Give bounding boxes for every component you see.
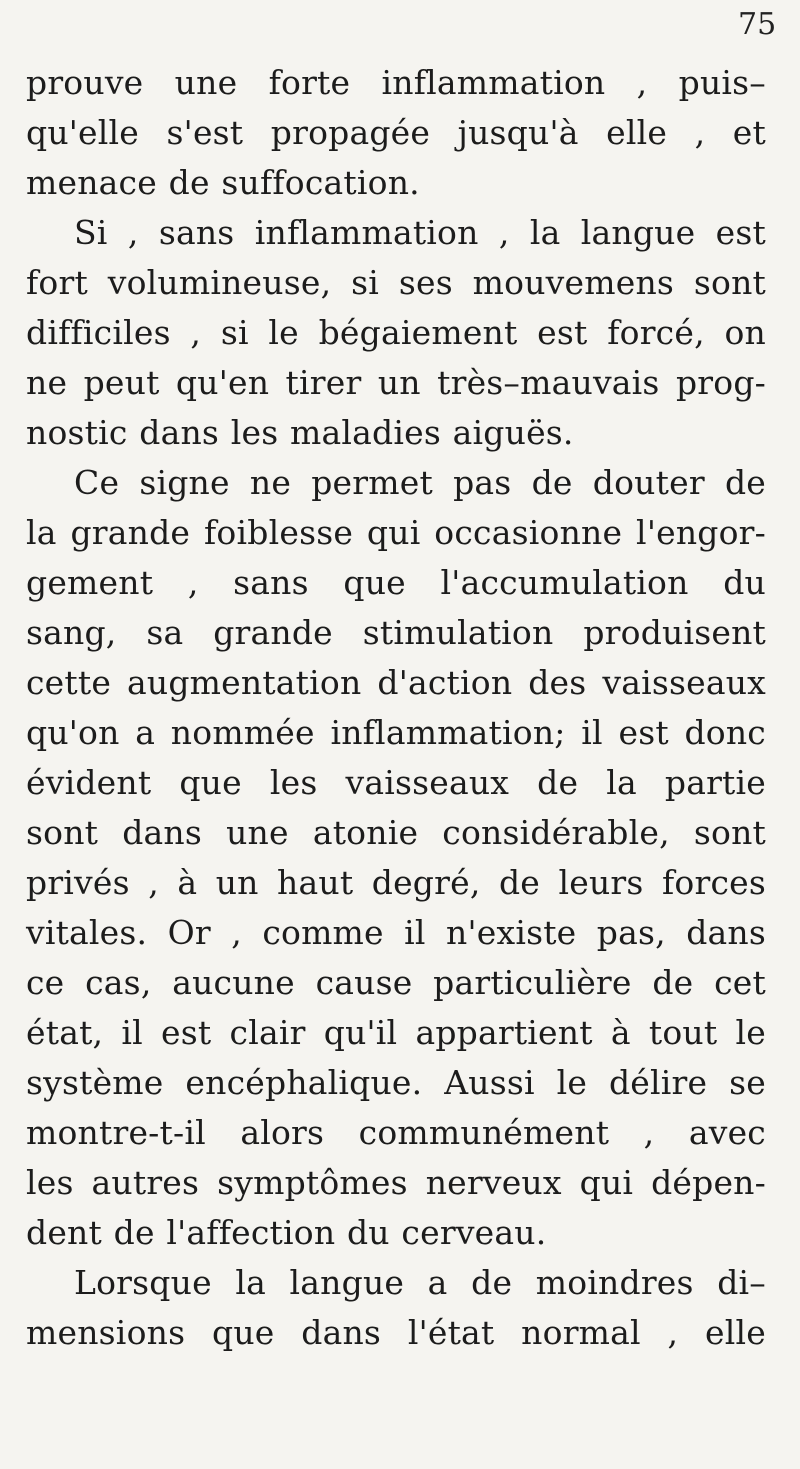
text-line: difficiles , si le bégaiement est forcé, on	[26, 313, 766, 352]
text-line: dent de l'affection du cerveau.	[26, 1213, 547, 1252]
text-line: système encéphalique. Aussi le délire se	[26, 1063, 766, 1102]
text-line: qu'elle s'est propagée jusqu'à elle , et	[26, 113, 766, 152]
text-line: nostic dans les maladies aiguës.	[26, 413, 574, 452]
text-line: qu'on a nommée inflammation; il est donc	[26, 713, 766, 752]
text-line: prouve une forte inflammation , puis–	[26, 63, 766, 102]
text-line: Ce signe ne permet pas de douter de	[74, 463, 766, 502]
text-line: état, il est clair qu'il appartient à tout le	[26, 1013, 766, 1052]
text-line: mensions que dans l'état normal , elle	[26, 1313, 766, 1352]
text-line: sont dans une atonie considérable, sont	[26, 813, 766, 852]
text-line: la grande foiblesse qui occasionne l'engor-	[26, 513, 766, 552]
text-line: ne peut qu'en tirer un très–mauvais prog-	[26, 363, 766, 402]
text-line: sang, sa grande stimulation produisent	[26, 613, 766, 652]
text-line: vitales. Or , comme il n'existe pas, dans	[26, 913, 766, 952]
text-line: les autres symptômes nerveux qui dépen-	[26, 1163, 766, 1202]
text-line: Si , sans inflammation , la langue est	[74, 213, 766, 252]
text-line: gement , sans que l'accumulation du	[26, 563, 766, 602]
page-number: 75	[738, 7, 777, 42]
text-line: menace de suffocation.	[26, 163, 420, 202]
text-line: évident que les vaisseaux de la partie	[26, 763, 766, 802]
text-line: Lorsque la langue a de moindres di–	[74, 1263, 766, 1302]
body-text	[26, 58, 766, 1358]
text-line: ce cas, aucune cause particulière de cet	[26, 963, 766, 1002]
text-line: fort volumineuse, si ses mouvemens sont	[26, 263, 766, 302]
text-line: montre-t-il alors communément , avec	[26, 1113, 766, 1152]
text-line: cette augmentation d'action des vaisseaux	[26, 663, 766, 702]
text-line: privés , à un haut degré, de leurs forces	[26, 863, 766, 902]
